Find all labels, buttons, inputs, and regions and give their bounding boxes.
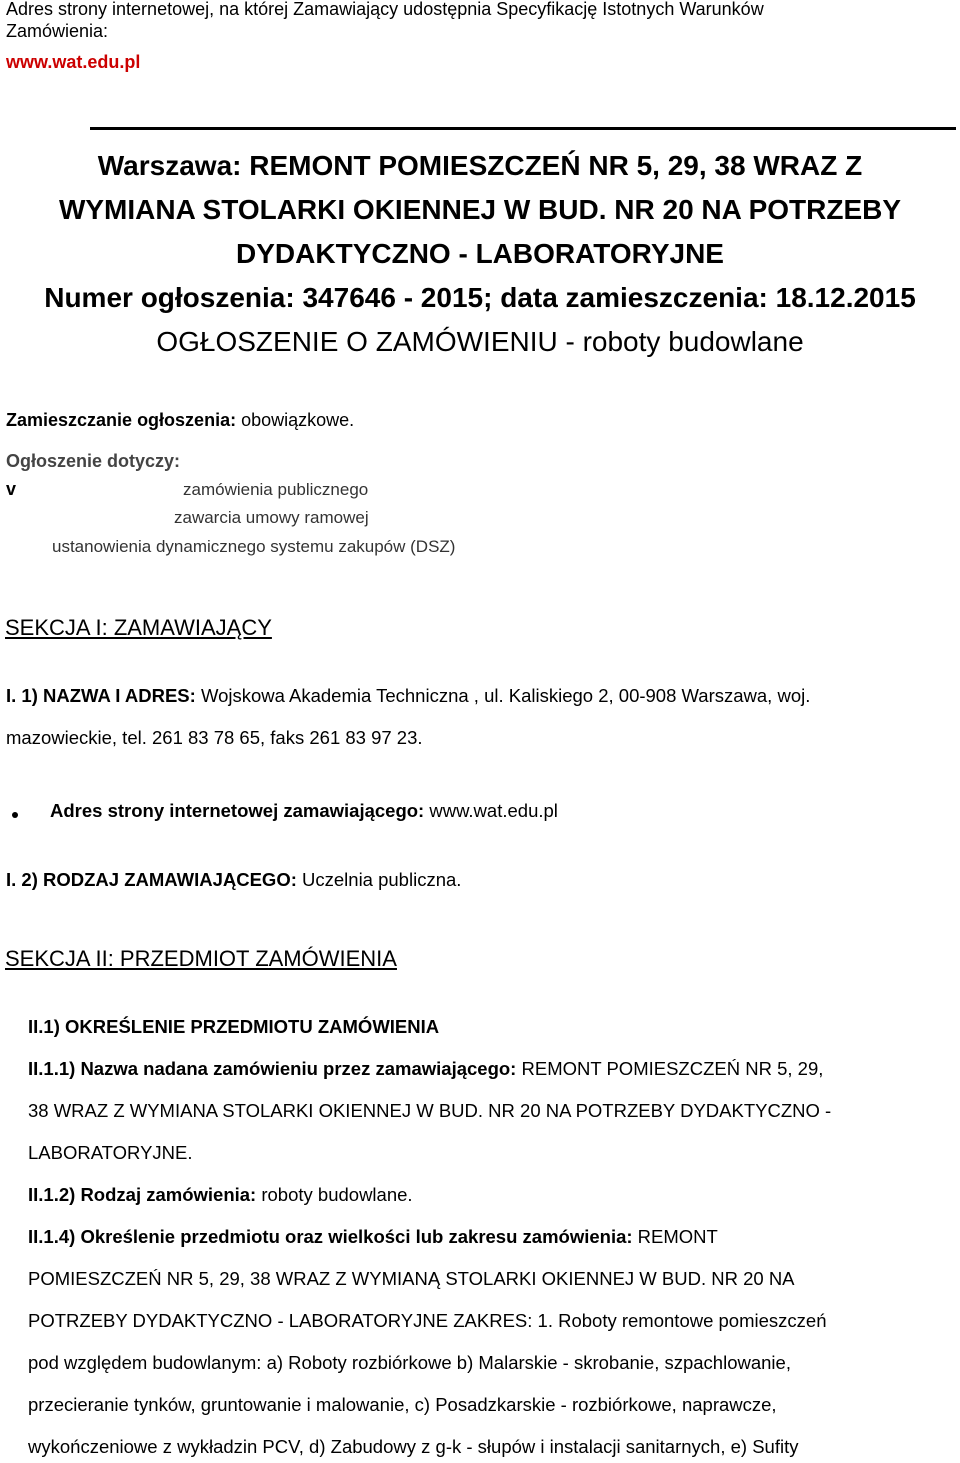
section-2-heading: SEKCJA II: PRZEDMIOT ZAMÓWIENIA xyxy=(5,946,397,971)
order-name-label: II.1.1) Nazwa nadana zamówieniu przez zamawiającego: xyxy=(28,1058,517,1079)
contracting-type-label: I. 2) RODZAJ ZAMAWIAJĄCEGO: xyxy=(6,869,297,890)
order-scope-continued-1: POMIESZCZEŃ NR 5, 29, 38 WRAZ Z WYMIANĄ STOLARKI OKIENNEJ W BUD. NR 20 NA xyxy=(28,1268,795,1289)
order-scope-line xyxy=(28,1226,718,1248)
website-line xyxy=(50,800,558,822)
notice-subtitle: OGŁOSZENIE O ZAMÓWIENIU - roboty budowlane xyxy=(156,326,804,357)
horizontal-rule xyxy=(90,127,956,130)
title-line-2: WYMIANA STOLARKI OKIENNEJ W BUD. NR 20 NA POTRZEBY xyxy=(58,194,902,225)
concerns-option-1: zamówienia publicznego xyxy=(183,480,369,499)
order-type-value: roboty budowlane. xyxy=(261,1184,413,1205)
order-type-label: II.1.2) Rodzaj zamówienia: xyxy=(28,1184,257,1205)
title-line-3: DYDAKTYCZNO - LABORATORYJNE xyxy=(236,238,724,269)
order-name-value: REMONT POMIESZCZEŃ NR 5, 29, xyxy=(521,1058,824,1079)
order-scope-label: II.1.4) Określenie przedmiotu oraz wielkości lub zakresu zamówienia: xyxy=(28,1226,633,1247)
intro-line-1: Adres strony internetowej, na której Zamawiający udostępnia Specyfikację Istotnych Warunków xyxy=(6,0,764,19)
order-scope-continued-5: wykończeniowe z wykładzin PCV, d) Zabudowy z g-k - słupów i instalacji sanitarnych, e) Sufity xyxy=(28,1436,799,1457)
section-1-name-address xyxy=(6,685,810,707)
contracting-type-line xyxy=(6,869,461,891)
subject-definition-heading: II.1) OKREŚLENIE PRZEDMIOTU ZAMÓWIENIA xyxy=(28,1016,440,1037)
order-scope-value: REMONT xyxy=(637,1226,718,1247)
posting-label: Zamieszczanie ogłoszenia: xyxy=(6,410,237,430)
contracting-type-value: Uczelnia publiczna. xyxy=(302,869,462,890)
title-line-4: Numer ogłoszenia: 347646 - 2015; data zamieszczenia: 18.12.2015 xyxy=(44,282,916,313)
order-scope-continued-2: POTRZEBY DYDAKTYCZNO - LABORATORYJNE ZAKRES: 1. Roboty remontowe pomieszczeń xyxy=(28,1310,827,1331)
name-address-label: I. 1) NAZWA I ADRES: xyxy=(6,685,196,706)
title-line-1: Warszawa: REMONT POMIESZCZEŃ NR 5, 29, 38 WRAZ Z xyxy=(97,150,863,181)
order-scope-continued-4: przecieranie tynków, gruntowanie i malowanie, c) Posadzkarskie - rozbiórkowe, naprawcze, xyxy=(28,1394,777,1415)
name-address-value: Wojskowa Akademia Techniczna , ul. Kaliskiego 2, 00-908 Warszawa, woj. xyxy=(200,685,811,706)
section-1-heading: SEKCJA I: ZAMAWIAJĄCY xyxy=(5,615,272,640)
concerns-label: Ogłoszenie dotyczy: xyxy=(6,451,181,471)
concerns-option-2: zawarcia umowy ramowej xyxy=(174,508,369,527)
concerns-option-3: ustanowienia dynamicznego systemu zakupów (DSZ) xyxy=(52,537,456,556)
intro-line-2: Zamówienia: xyxy=(6,21,109,41)
order-scope-continued-3: pod względem budowlanym: a) Roboty rozbiórkowe b) Malarskie - skrobanie, szpachlowanie, xyxy=(28,1352,791,1373)
bullet-icon xyxy=(12,812,18,818)
website-link[interactable]: www.wat.edu.pl xyxy=(429,800,558,821)
checkmark-icon: v xyxy=(6,479,17,499)
order-type-line xyxy=(28,1184,413,1206)
order-name-continued-2: LABORATORYJNE. xyxy=(28,1142,193,1163)
website-label: Adres strony internetowej zamawiającego: xyxy=(50,800,425,821)
order-name-continued-1: 38 WRAZ Z WYMIANA STOLARKI OKIENNEJ W BUD. NR 20 NA POTRZEBY DYDAKTYCZNO - xyxy=(28,1100,832,1121)
posting-value: obowiązkowe. xyxy=(241,410,355,430)
intro-url-link[interactable]: www.wat.edu.pl xyxy=(6,52,141,72)
order-name-line xyxy=(28,1058,823,1080)
name-address-continued: mazowieckie, tel. 261 83 78 65, faks 261 83 97 23. xyxy=(6,727,423,748)
posting-line xyxy=(6,410,354,431)
